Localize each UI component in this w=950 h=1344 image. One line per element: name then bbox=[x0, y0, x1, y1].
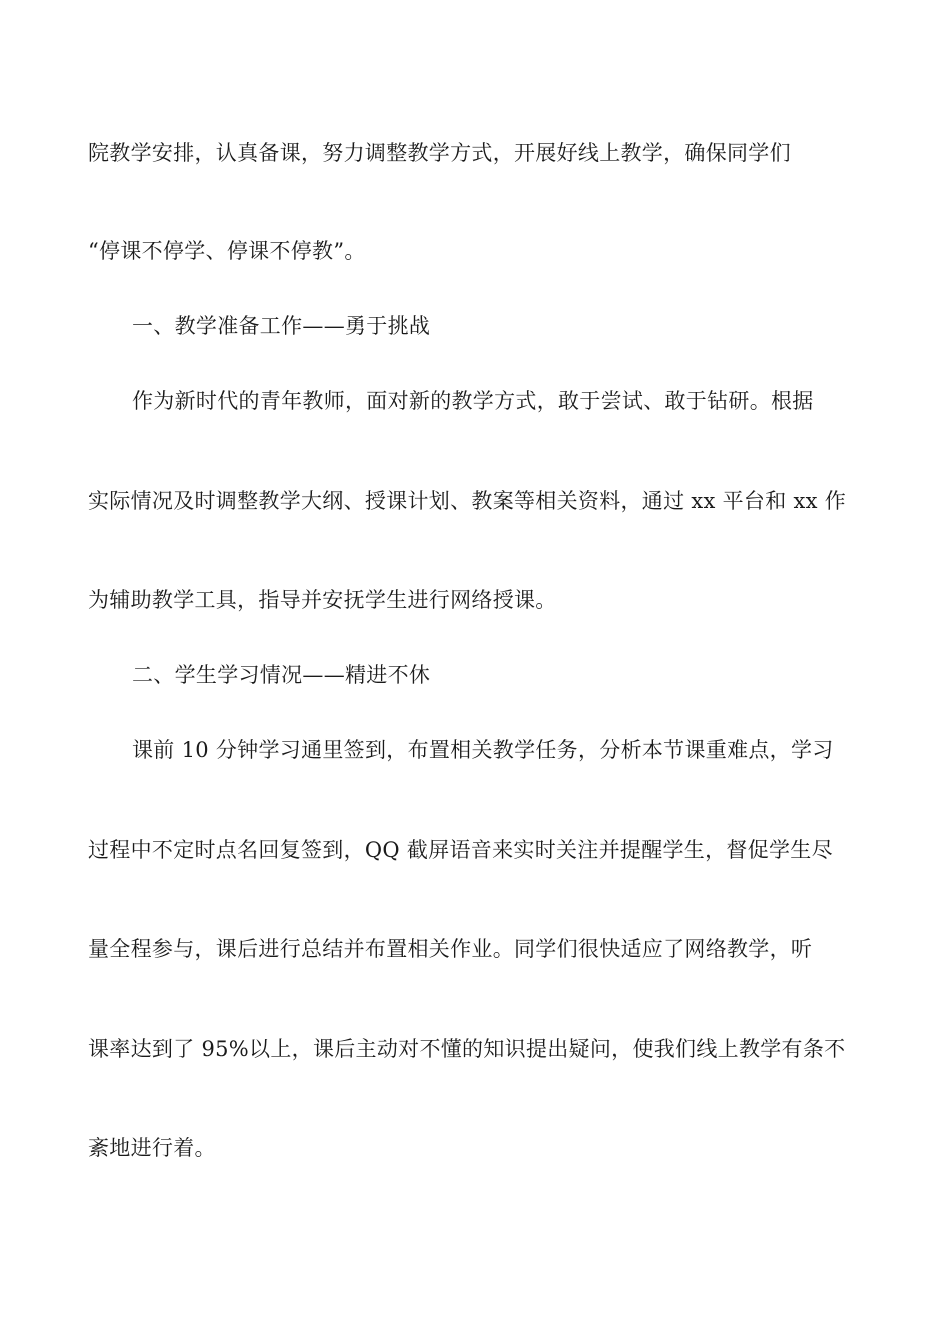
body-text-line: 紊地进行着。 bbox=[88, 1136, 216, 1160]
body-text-line: 量全程参与，课后进行总结并布置相关作业。同学们很快适应了网络教学，听 bbox=[88, 937, 813, 961]
section-heading-preparation: 一、教学准备工作——勇于挑战 bbox=[132, 314, 431, 338]
body-text-line: 作为新时代的青年教师，面对新的教学方式，敢于尝试、敢于钻研。根据 bbox=[132, 389, 814, 413]
body-text-line: 课前 10 分钟学习通里签到，布置相关教学任务，分析本节课重难点，学习 bbox=[132, 738, 834, 762]
body-text-line: “停课不停学、停课不停教”。 bbox=[88, 239, 366, 263]
body-text-line: 为辅助教学工具，指导并安抚学生进行网络授课。 bbox=[88, 588, 557, 612]
section-heading-learning: 二、学生学习情况——精进不休 bbox=[132, 663, 431, 687]
body-text-line: 课率达到了 95%以上，课后主动对不懂的知识提出疑问，使我们线上教学有条不 bbox=[88, 1037, 846, 1061]
body-text-line: 过程中不定时点名回复签到，QQ 截屏语音来实时关注并提醒学生，督促学生尽 bbox=[88, 838, 833, 862]
body-text-line: 院教学安排，认真备课，努力调整教学方式，开展好线上教学，确保同学们 bbox=[88, 141, 791, 165]
body-text-line: 实际情况及时调整教学大纲、授课计划、教案等相关资料，通过 xx 平台和 xx 作 bbox=[88, 489, 847, 513]
